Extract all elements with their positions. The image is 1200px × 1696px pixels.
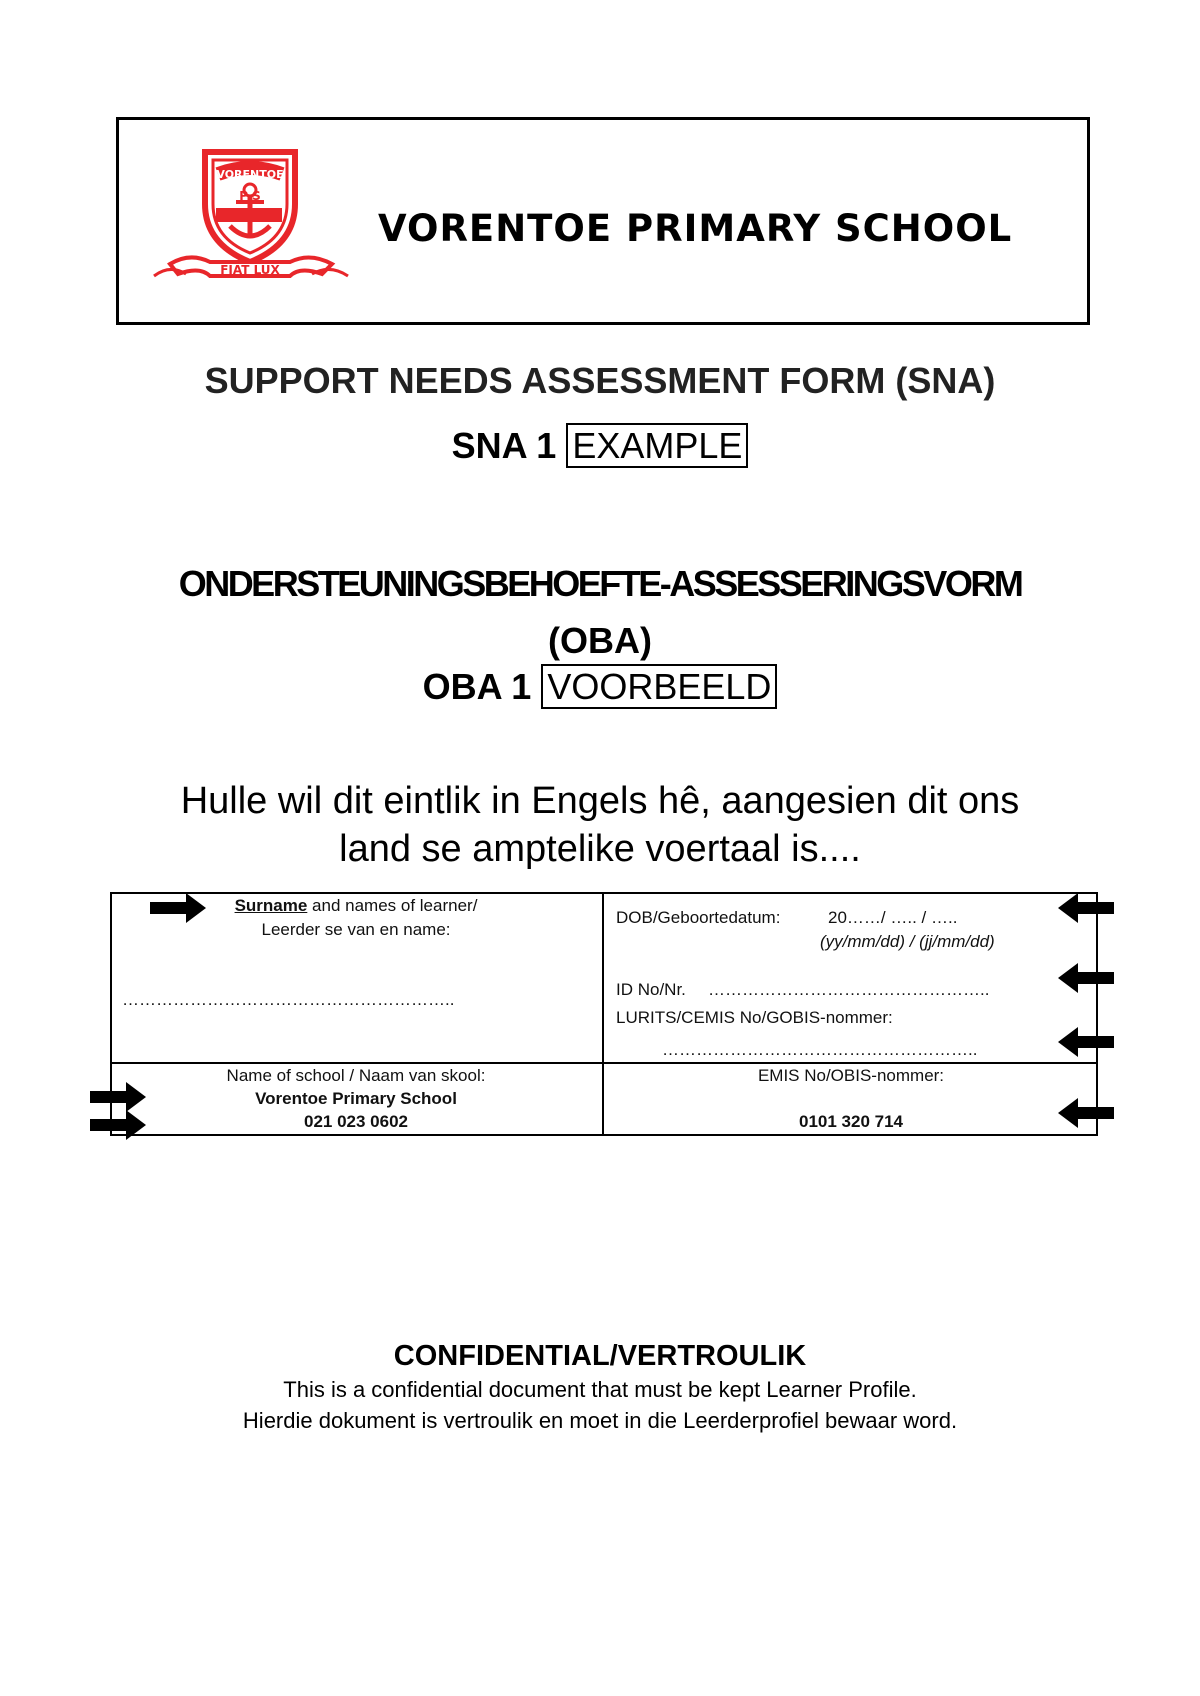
confidential-line-af: Hierdie dokument is vertroulik en moet in die Leerderprofiel bewaar word. bbox=[242, 1408, 958, 1433]
surname-label: Surname bbox=[234, 896, 308, 915]
dob-field[interactable]: 20……/ ….. / ….. bbox=[828, 908, 958, 927]
sna1-title bbox=[0, 425, 1200, 467]
svg-text:VORENTOE: VORENTOE bbox=[216, 168, 284, 181]
right-arrow-icon bbox=[90, 1082, 146, 1112]
table-divider-vertical bbox=[602, 892, 604, 1136]
left-arrow-icon bbox=[1058, 1027, 1114, 1057]
oba1-prefix: OBA 1 bbox=[422, 666, 532, 707]
oba1-voorbeeld-box: VOORBEELD bbox=[541, 664, 777, 709]
svg-text:P S: P S bbox=[239, 189, 261, 203]
school-name-heading: VORENTOE PRIMARY SCHOOL bbox=[378, 207, 1013, 250]
school-name-value: Vorentoe Primary School bbox=[255, 1089, 457, 1108]
school-phone-value: 021 023 0602 bbox=[304, 1112, 408, 1131]
confidential-line-en: This is a confidential document that must be kept Learner Profile. bbox=[283, 1377, 917, 1402]
sna-title: SUPPORT NEEDS ASSESSMENT FORM (SNA) bbox=[204, 360, 996, 401]
note-line-2: land se amptelike voertaal is.... bbox=[339, 828, 861, 870]
lurits-label: LURITS/CEMIS No/GOBIS-nommer: bbox=[616, 1008, 893, 1027]
dob-format-hint: (yy/mm/dd) / (jj/mm/dd) bbox=[820, 932, 995, 951]
oba1-title bbox=[0, 666, 1200, 708]
left-arrow-icon bbox=[1058, 1098, 1114, 1128]
confidential-heading: CONFIDENTIAL/VERTROULIK bbox=[393, 1340, 807, 1372]
oba-abbreviation: (OBA) bbox=[548, 620, 652, 661]
dob-label: DOB/Geboortedatum: bbox=[616, 908, 781, 927]
left-arrow-icon bbox=[1058, 893, 1114, 923]
table-divider-horizontal bbox=[110, 1062, 1098, 1064]
learner-name-field[interactable]: ………………………………………………….. bbox=[122, 990, 455, 1009]
note-line-1: Hulle wil dit eintlik in Engels hê, aangesien dit ons bbox=[180, 780, 1020, 822]
svg-text:FIAT LUX: FIAT LUX bbox=[220, 263, 280, 277]
right-arrow-icon bbox=[90, 1110, 146, 1140]
oba-title: ONDERSTEUNINGSBEHOEFTE-ASSESSERINGSVORM bbox=[178, 563, 1022, 604]
lurits-field[interactable]: ……………………………………………….. bbox=[662, 1040, 978, 1059]
emis-value: 0101 320 714 bbox=[799, 1112, 903, 1131]
school-label: Name of school / Naam van skool: bbox=[226, 1066, 486, 1085]
right-arrow-icon bbox=[150, 893, 206, 923]
sna1-example-box: EXAMPLE bbox=[566, 423, 748, 468]
sna1-prefix: SNA 1 bbox=[451, 425, 557, 466]
left-arrow-icon bbox=[1058, 963, 1114, 993]
school-crest-icon bbox=[150, 134, 350, 294]
learner-name-label-af: Leerder se van en name: bbox=[261, 920, 451, 939]
id-label: ID No/Nr. bbox=[616, 980, 686, 999]
emis-label: EMIS No/OBIS-nommer: bbox=[757, 1066, 945, 1085]
id-field[interactable]: ………………………………………….. bbox=[708, 980, 990, 999]
learner-label-rest: and names of learner/ bbox=[307, 896, 478, 915]
